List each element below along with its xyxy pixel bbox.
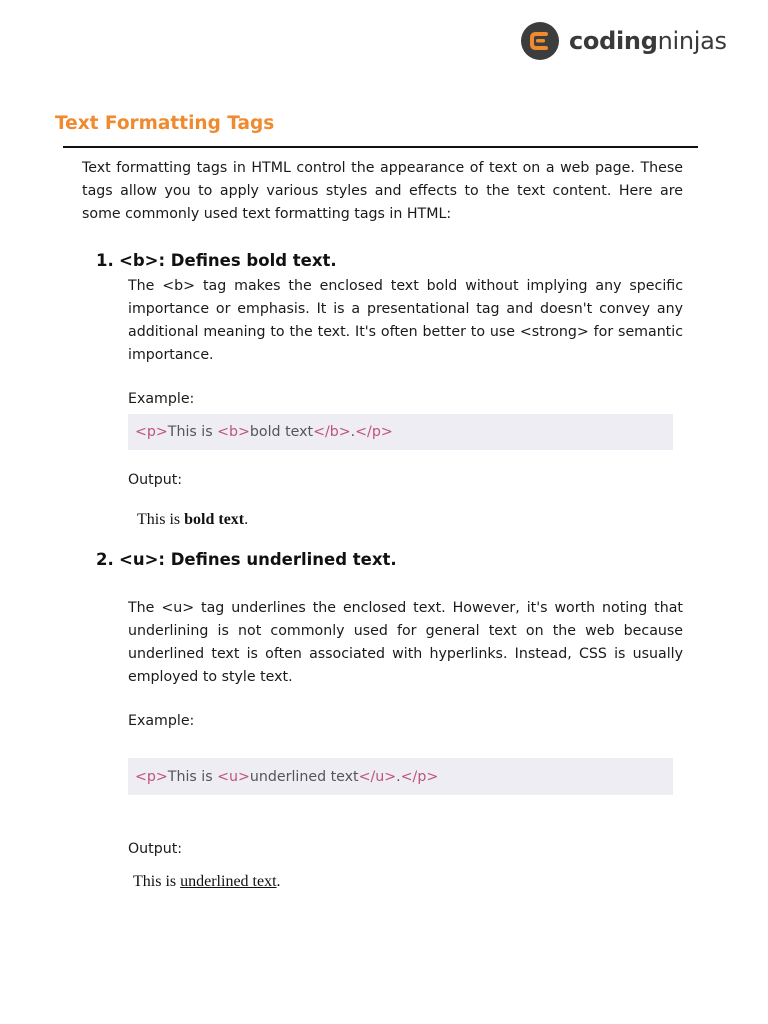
coding-ninjas-logo-icon: [521, 22, 559, 60]
brand-logo: [521, 21, 727, 61]
code-text: This is: [167, 424, 218, 440]
code-open-tag: <u>: [217, 768, 250, 785]
code-inner-text: bold text: [249, 424, 314, 440]
code-example-bold: [128, 414, 673, 450]
code-dot: .: [396, 768, 401, 785]
item-description-bold: The <b> tag makes the enclosed text bold without implying any specific importance or emphasis. It is a presentational tag and doesn't convey any additional meaning to the text. It's often better to use <strong> for semantic importance.: [128, 278, 683, 363]
example-label: Example:: [128, 391, 195, 407]
output-bold-text: bold text: [184, 511, 245, 528]
item-description-underline: The <u> tag underlines the enclosed text. However, it's worth noting that underlining is not commonly used for general text on the web because underlined text is often associated with hyperlinks. Instead, CSS is usually employed to style text.: [128, 600, 683, 685]
page-title: Text Formatting Tags: [55, 113, 275, 134]
intro-paragraph: Text formatting tags in HTML control the appearance of text on a web page. These tags allow you to apply various styles and effects to the text content. Here are some commonly used text formatting tags in HTML:: [82, 160, 683, 222]
output-text: This is: [137, 511, 185, 528]
item-number: 1.: [96, 251, 114, 270]
output-dot: .: [276, 873, 281, 890]
example-label: Example:: [128, 713, 195, 729]
code-open-tag: <b>: [217, 424, 250, 440]
brand-name-light: ninjas: [657, 27, 727, 55]
code-open-p: <p>: [135, 768, 168, 785]
code-close-p: </p>: [400, 768, 439, 785]
code-inner-text: underlined text: [249, 768, 359, 785]
item-heading-bold: [96, 251, 337, 270]
code-text: This is: [167, 768, 218, 785]
output-label: Output:: [128, 472, 183, 488]
output-dot: .: [244, 511, 249, 528]
item-heading-underline: [96, 550, 397, 569]
title-divider: [63, 146, 698, 148]
output-text: This is: [133, 873, 181, 890]
code-close-tag: </b>: [313, 424, 351, 440]
output-underline-sample: [133, 873, 281, 891]
item-number: 2.: [96, 550, 114, 569]
brand-name-bold: coding: [569, 27, 658, 55]
code-close-tag: </u>: [358, 768, 397, 785]
output-underlined-text: underlined text: [180, 873, 277, 890]
code-dot: .: [350, 424, 356, 440]
output-bold-sample: [137, 511, 248, 529]
output-label: Output:: [128, 841, 183, 857]
brand-wordmark: [569, 27, 727, 55]
item-heading-text: <b>: Defines bold text.: [119, 251, 337, 270]
code-open-p: <p>: [135, 424, 168, 440]
code-example-underline: [128, 758, 673, 795]
code-close-p: </p>: [355, 424, 393, 440]
item-heading-text: <u>: Defines underlined text.: [119, 550, 397, 569]
